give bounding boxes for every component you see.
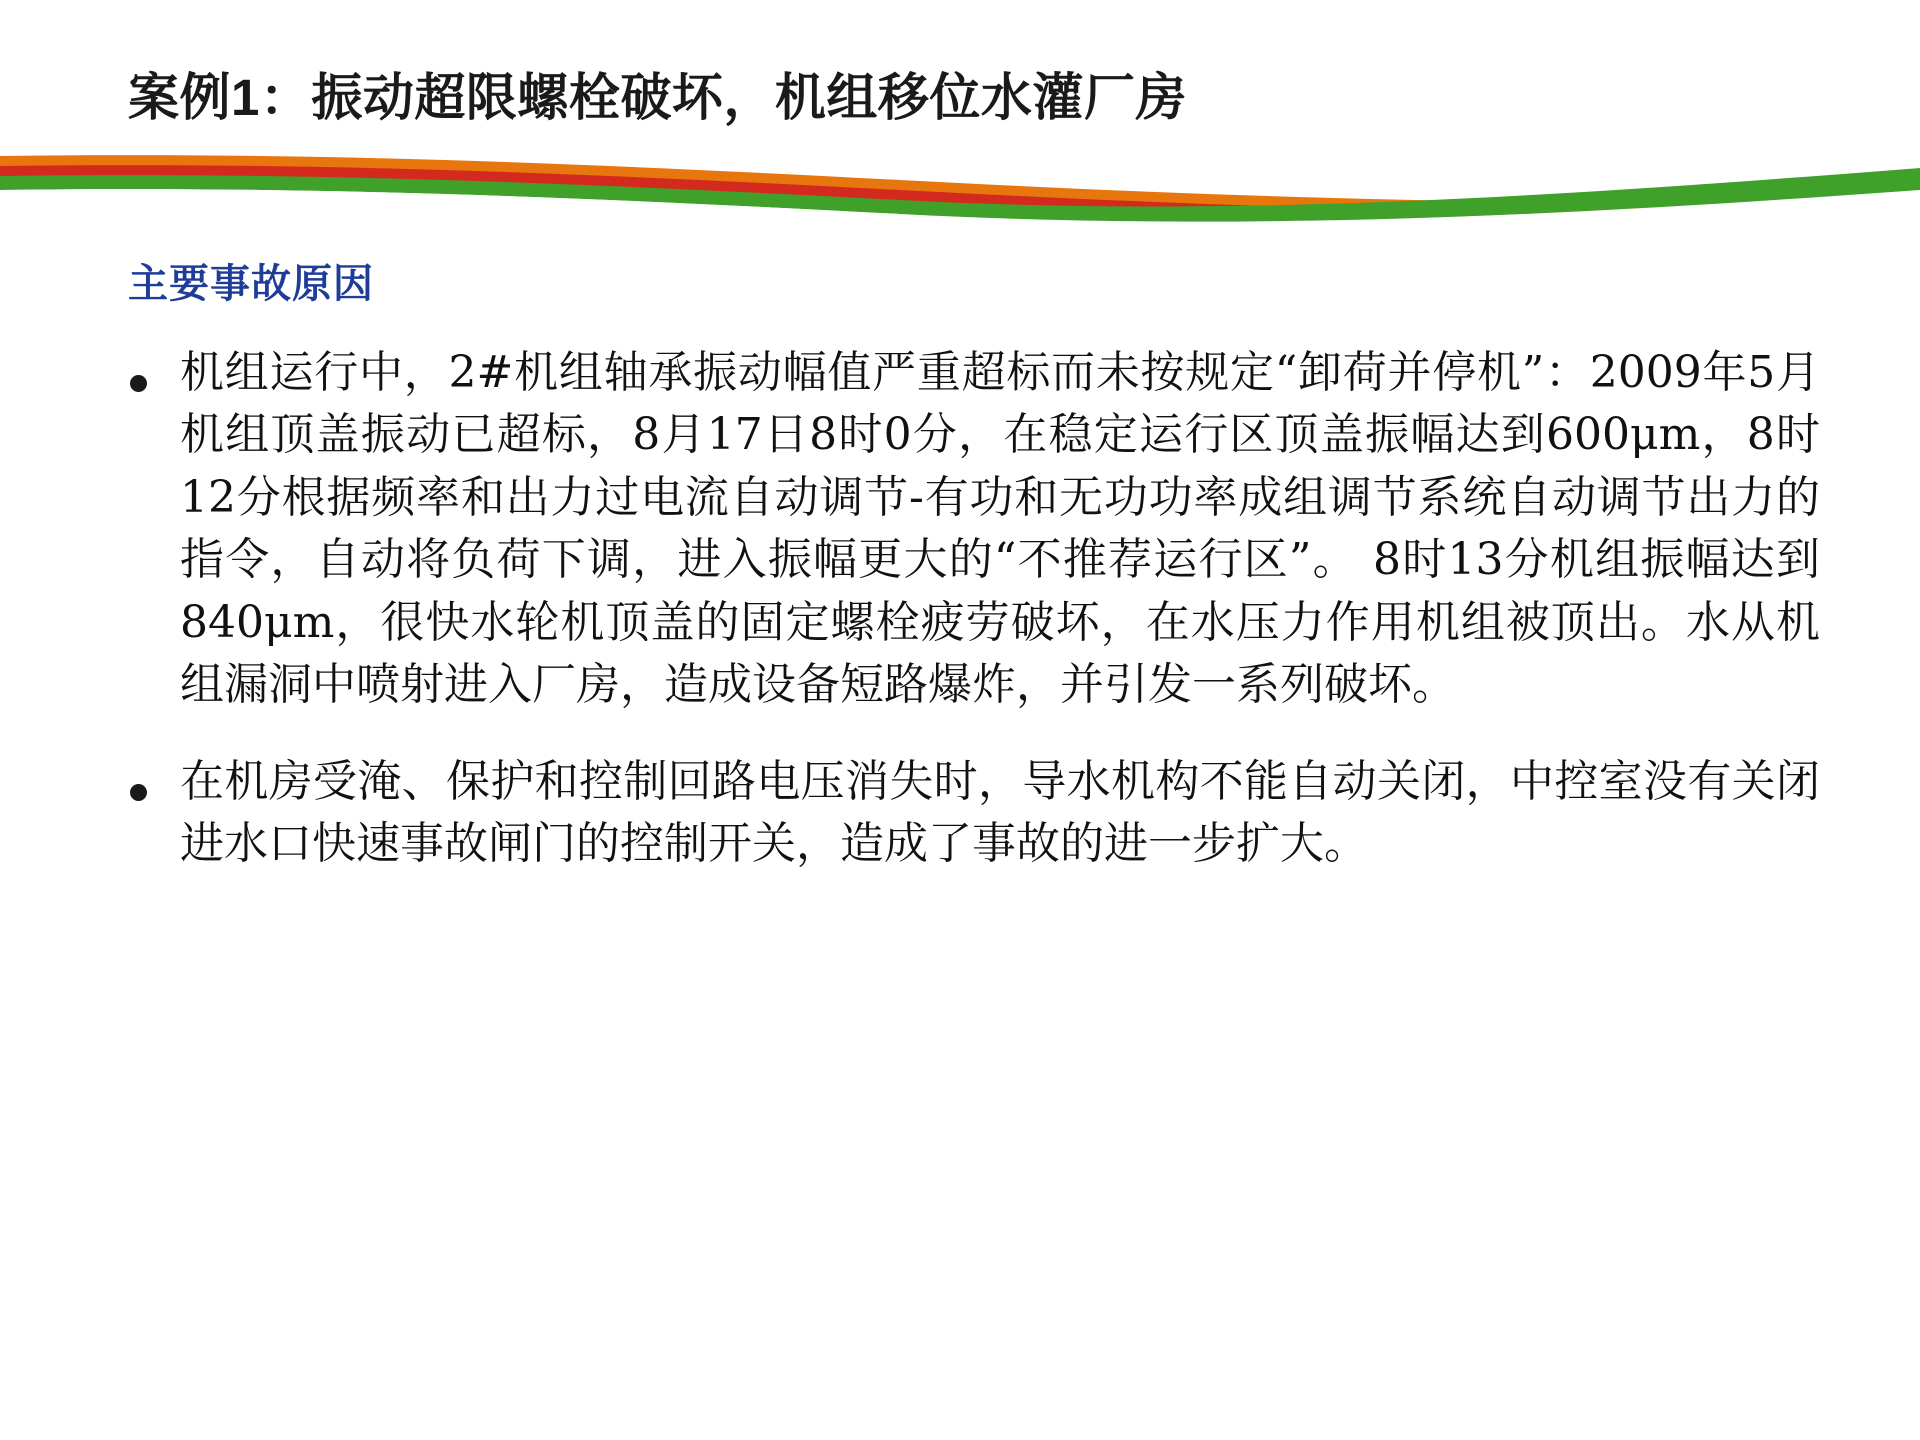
list-item-text: 在机房受淹、保护和控制回路电压消失时，导水机构不能自动关闭，中控室没有关闭进水口快速事故闸门的控制开关，造成了事故的进一步扩大。: [180, 755, 1820, 870]
list-item-text: 机组运行中，2#机组轴承振动幅值严重超标而未按规定“卸荷并停机”：2009年5月机组顶盖振动已超标，8月17日8时0分，在稳定运行区顶盖振幅达到600μm，8时12分根据频率和出力过电流自动调节-有功和无功功率成组调节系统自动调节出力的指令，自动将负荷下调，进入振幅更大的“不推荐运行区”。 8时13分机组振幅达到840μm，很快水轮机顶盖的固定螺栓疲劳破坏，在水压力作用机组被顶出。水从机组漏洞中喷射进入厂房，造成设备短路爆炸，并引发一系列破坏。: [180, 347, 1820, 711]
swoosh-svg: [0, 150, 1920, 230]
section-heading: 主要事故原因: [128, 262, 374, 306]
page-title: 案例1：振动超限螺栓破坏，机组移位水灌厂房: [128, 69, 1187, 126]
decorative-swoosh-band: [0, 150, 1920, 222]
list-item: [120, 751, 1820, 876]
bullet-dot-icon: [120, 751, 180, 807]
title-area: [0, 0, 1920, 168]
bullet-list: [120, 342, 1820, 910]
bullet-dot-icon: [120, 342, 180, 398]
list-item: [120, 342, 1820, 717]
